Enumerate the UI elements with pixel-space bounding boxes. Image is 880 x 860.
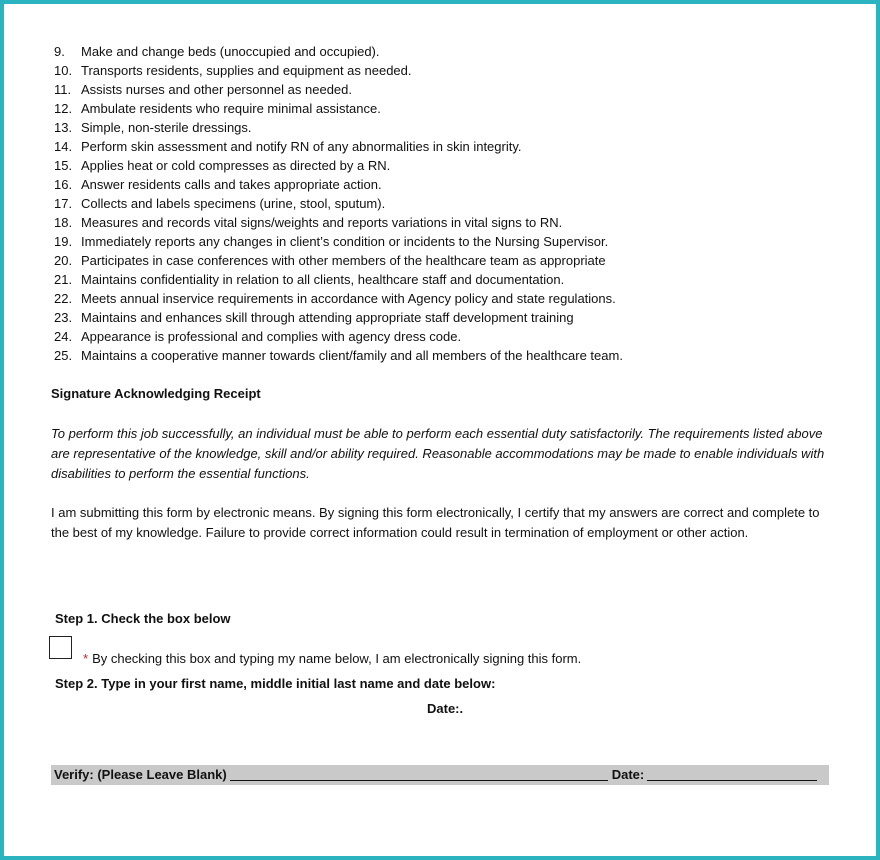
duty-number: 15.: [54, 158, 73, 173]
duty-number: 25.: [54, 348, 73, 363]
duty-item: [54, 289, 623, 308]
duty-item: [54, 346, 623, 365]
step1-label: Step 1. Check the box below: [55, 611, 231, 626]
signature-checkbox[interactable]: [49, 636, 72, 659]
duty-item: [54, 137, 623, 156]
duty-item: [54, 42, 623, 61]
duty-item: [54, 270, 623, 289]
duty-item: [54, 213, 623, 232]
duty-number: 22.: [54, 291, 73, 306]
duty-number: 20.: [54, 253, 73, 268]
duty-text: Maintains a cooperative manner towards client/family and all members of the healthcare team.: [81, 348, 623, 363]
duty-number: 16.: [54, 177, 73, 192]
duty-number: 14.: [54, 139, 73, 154]
required-asterisk: *: [83, 651, 89, 666]
duty-text: Collects and labels specimens (urine, stool, sputum).: [81, 196, 386, 211]
duty-number: 24.: [54, 329, 73, 344]
duty-number: 12.: [54, 101, 73, 116]
duty-item: [54, 118, 623, 137]
duty-item: [54, 251, 623, 270]
duty-text: Assists nurses and other personnel as needed.: [81, 82, 353, 97]
duty-text: Immediately reports any changes in client’s condition or incidents to the Nursing Supervisor.: [81, 234, 609, 249]
duty-text: Perform skin assessment and notify RN of any abnormalities in skin integrity.: [81, 139, 522, 154]
duty-item: [54, 80, 623, 99]
duty-text: Transports residents, supplies and equipment as needed.: [81, 63, 412, 78]
step2-label: Step 2. Type in your first name, middle initial last name and date below:: [55, 676, 496, 691]
duty-text: Appearance is professional and complies with agency dress code.: [81, 329, 462, 344]
duty-item: [54, 99, 623, 118]
duty-number: 21.: [54, 272, 73, 287]
duty-number: 17.: [54, 196, 73, 211]
date-label: Date:.: [427, 701, 464, 716]
duty-item: [54, 175, 623, 194]
duty-item: [54, 156, 623, 175]
duty-number: 10.: [54, 63, 73, 78]
duties-list: [54, 42, 623, 365]
duty-number: 19.: [54, 234, 73, 249]
duty-text: Answer residents calls and takes appropriate action.: [81, 177, 382, 192]
duty-number: 11.: [54, 82, 72, 97]
verify-bar: [51, 765, 829, 785]
duty-text: Measures and records vital signs/weights and reports variations in vital signs to RN.: [81, 215, 563, 230]
checkbox-label: [83, 651, 581, 666]
duty-text: Applies heat or cold compresses as directed by a RN.: [81, 158, 391, 173]
duty-text: Make and change beds (unoccupied and occupied).: [81, 44, 380, 59]
duty-item: [54, 308, 623, 327]
verify-date-label: Date:: [611, 767, 645, 782]
duty-item: [54, 327, 623, 346]
duty-number: 23.: [54, 310, 73, 325]
checkbox-text: By checking this box and typing my name below, I am electronically signing this form.: [92, 651, 582, 666]
duty-number: 18.: [54, 215, 73, 230]
duty-item: [54, 61, 623, 80]
duty-text: Maintains and enhances skill through attending appropriate staff development training: [81, 310, 574, 325]
signature-heading: Signature Acknowledging Receipt: [51, 386, 261, 401]
duty-text: Participates in case conferences with other members of the healthcare team as appropriate: [81, 253, 606, 268]
electronic-submission-paragraph: I am submitting this form by electronic means. By signing this form electronically, I certify that my answers are correct and complete to the best of my knowledge. Failure to provide correct information could result in termination of employment or other action.: [51, 505, 820, 540]
duty-number: 13.: [54, 120, 73, 135]
duty-text: Ambulate residents who require minimal assistance.: [81, 101, 381, 116]
duty-text: Meets annual inservice requirements in accordance with Agency policy and state regulations.: [81, 291, 616, 306]
duty-item: [54, 232, 623, 251]
verify-date-line: [647, 766, 817, 781]
requirements-paragraph: To perform this job successfully, an individual must be able to perform each essential duty satisfactorily. The requirements listed above are representative of the knowledge, skill and/or ability required. Reasonable accommodations may be made to enable individuals with disabilities to perform the essential functions.: [51, 426, 825, 481]
duty-text: Simple, non-sterile dressings.: [81, 120, 252, 135]
verify-label: Verify: (Please Leave Blank): [54, 767, 227, 782]
document-page: [4, 4, 876, 856]
duty-text: Maintains confidentiality in relation to all clients, healthcare staff and documentation.: [81, 272, 565, 287]
verify-signature-line: [230, 766, 608, 781]
duty-number: 9.: [54, 44, 65, 59]
duty-item: [54, 194, 623, 213]
